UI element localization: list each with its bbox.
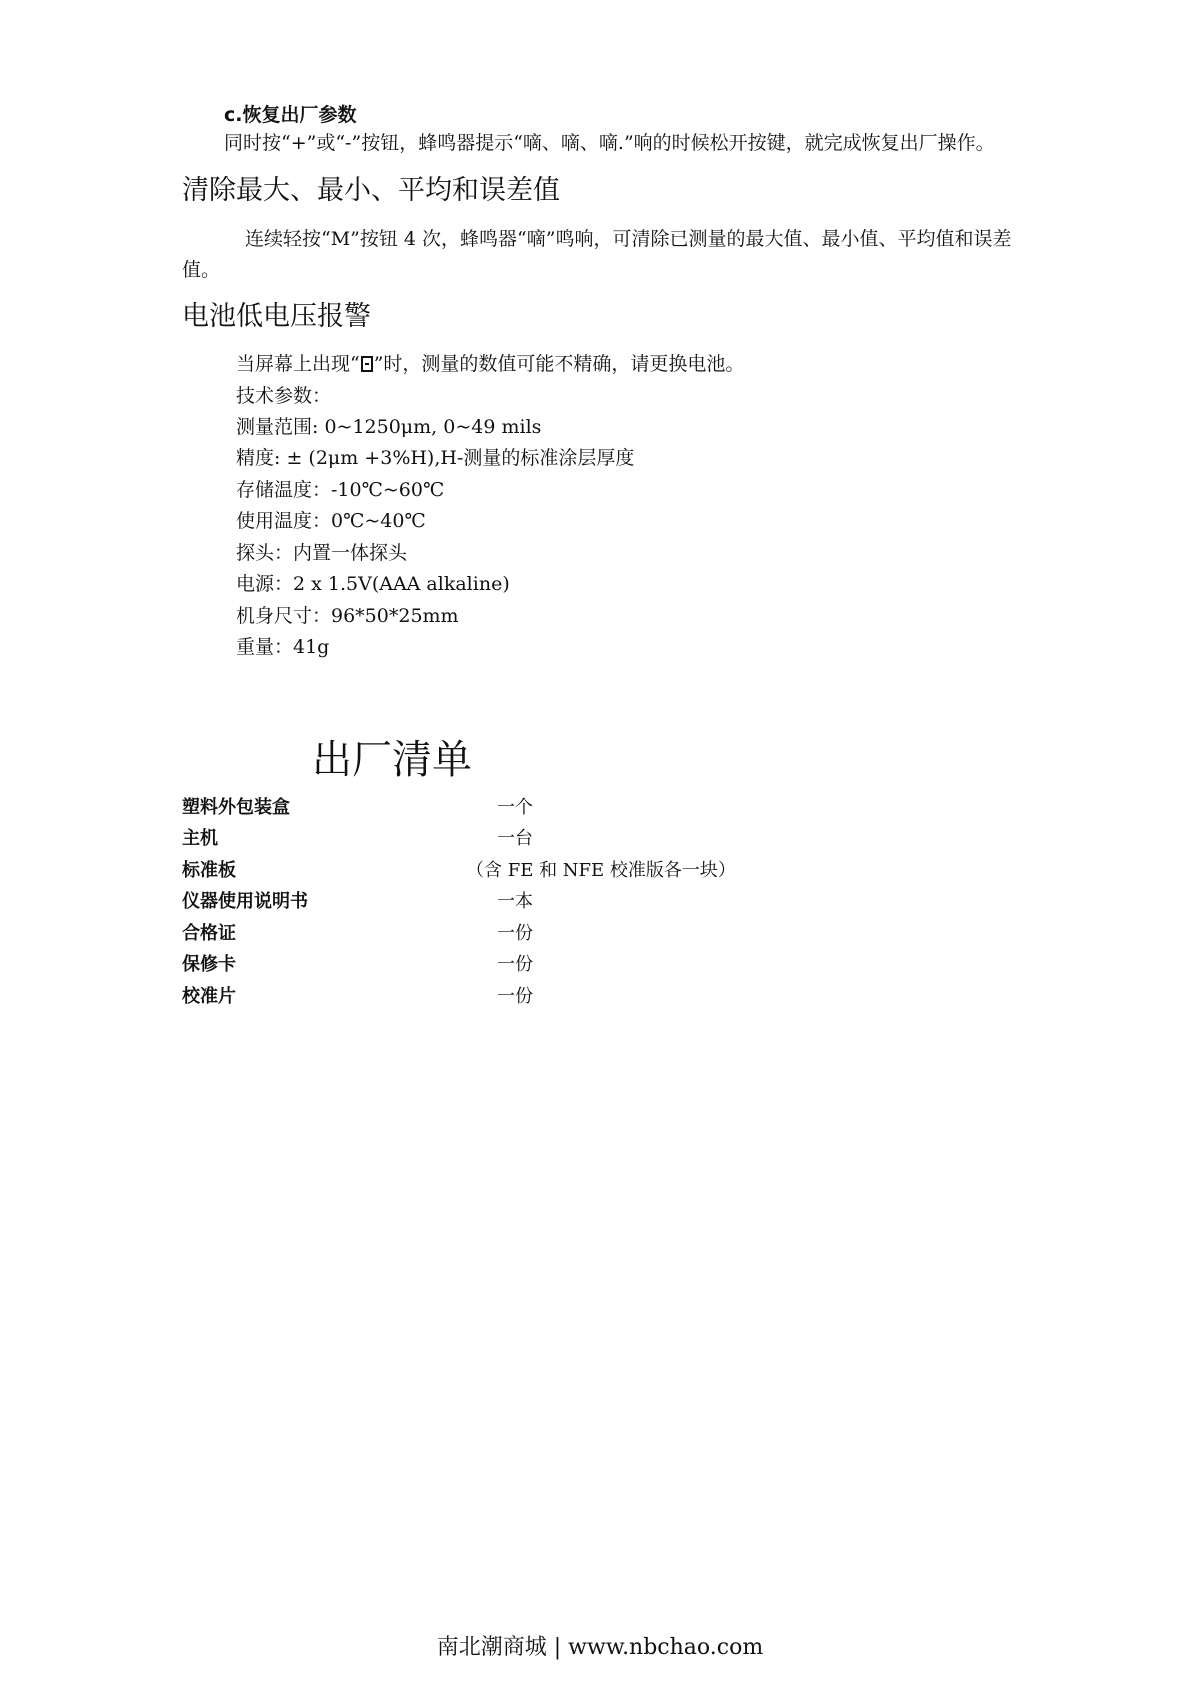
spec-line: 探头：内置一体探头 — [236, 542, 408, 564]
battery-text-after: ”时，测量的数值可能不精确，请更换电池。 — [373, 353, 745, 375]
item-name: 仪器使用说明书 — [182, 891, 308, 912]
item-qty: 一本 — [497, 891, 533, 912]
battery-text-before: 当屏幕上出现“ — [236, 353, 360, 375]
list-item — [182, 793, 802, 819]
item-qty: 一份 — [497, 986, 533, 1007]
list-item — [182, 824, 802, 850]
item-qty: 一份 — [497, 923, 533, 944]
spec-line: 使用温度：0℃~40℃ — [236, 510, 426, 532]
packing-heading: 出厂清单 — [312, 737, 472, 783]
spec-line: 精度: ± (2μm +3%H),H-测量的标准涂层厚度 — [236, 447, 635, 469]
restore-title: c.恢复出厂参数 — [224, 104, 357, 126]
restore-text: 同时按“+”或“-”按钮，蜂鸣器提示“嘀、嘀、嘀.”响的时候松开按键，就完成恢复出厂操作。 — [224, 132, 995, 154]
item-name: 保修卡 — [182, 954, 236, 975]
list-item — [182, 919, 802, 945]
battery-low-icon — [361, 356, 373, 372]
item-name: 合格证 — [182, 923, 236, 944]
item-name: 标准板 — [182, 860, 236, 881]
spec-line: 机身尺寸：96*50*25mm — [236, 605, 459, 627]
battery-heading: 电池低电压报警 — [182, 301, 371, 332]
spec-line: 测量范围: 0~1250μm, 0~49 mils — [236, 416, 542, 438]
list-item — [182, 982, 802, 1008]
specs-title: 技术参数： — [236, 385, 332, 407]
item-qty: 一份 — [497, 954, 533, 975]
item-name: 校准片 — [182, 986, 236, 1007]
spec-line: 电源：2 x 1.5V(AAA alkaline) — [236, 573, 510, 595]
list-item — [182, 887, 802, 913]
item-qty: 一个 — [497, 797, 533, 818]
spec-line: 重量：41g — [236, 636, 330, 658]
item-qty: （含 FE 和 NFE 校准版各一块） — [466, 860, 736, 881]
list-item — [182, 950, 802, 976]
spec-line: 存储温度：-10℃~60℃ — [236, 479, 445, 501]
list-item — [182, 856, 802, 882]
clear-text-line2: 值。 — [182, 259, 221, 281]
clear-text-line1: 连续轻按“M”按钮 4 次，蜂鸣器“嘀”鸣响，可清除已测量的最大值、最小值、平均值和误差 — [245, 228, 1012, 250]
battery-text — [236, 352, 744, 376]
item-qty: 一台 — [497, 828, 533, 849]
item-name: 塑料外包装盒 — [182, 797, 290, 818]
item-name: 主机 — [182, 828, 218, 849]
footer-text: 南北潮商城 | www.nbchao.com — [436, 1635, 764, 1660]
clear-heading: 清除最大、最小、平均和误差值 — [182, 175, 560, 206]
